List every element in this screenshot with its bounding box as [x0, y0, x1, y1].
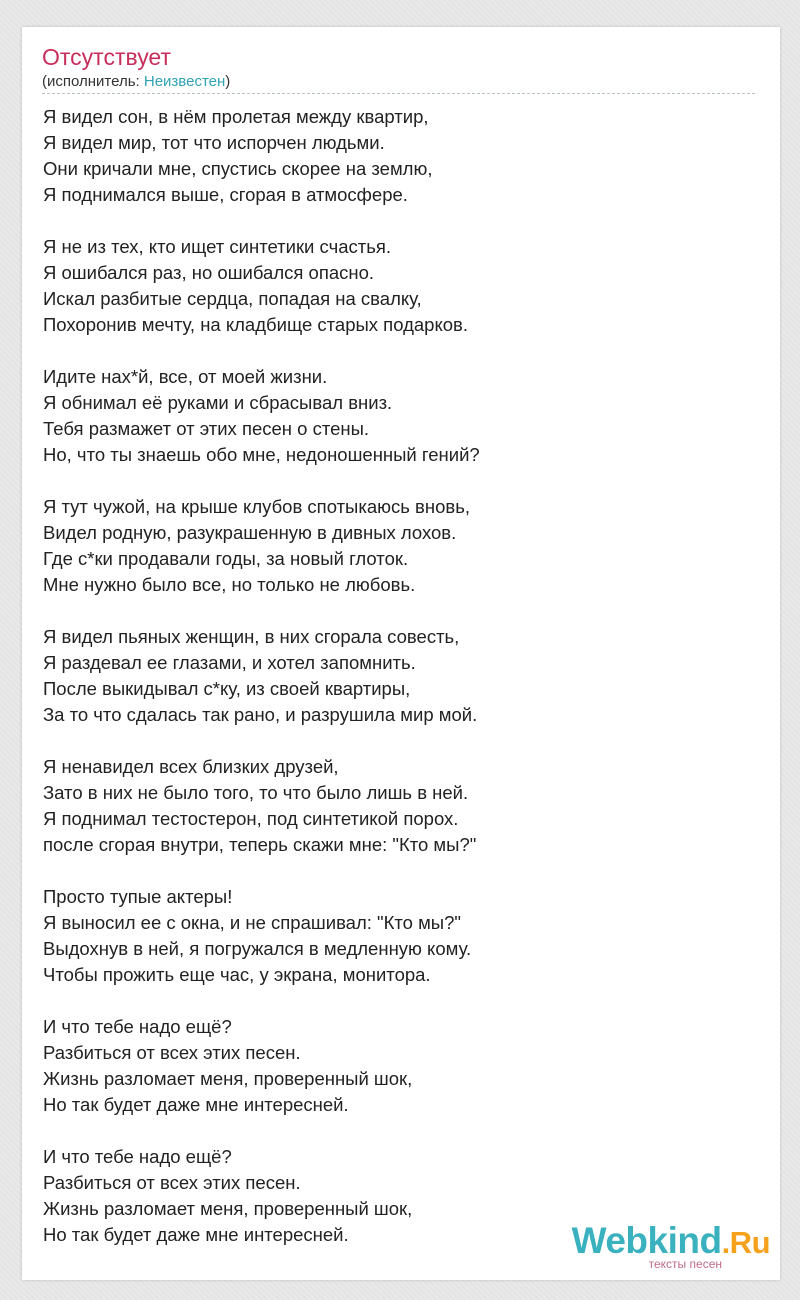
artist-link[interactable]: Неизвестен [143, 73, 226, 90]
lyric-line: Я ненавидел всех близких друзей, [43, 756, 339, 777]
lyric-line: Но так будет даже мне интересней. [43, 1224, 349, 1245]
lyric-line: Тебя размажет от этих песен о стены. [43, 418, 370, 439]
lyric-line: За то что сдалась так рано, и разрушила мир мой. [43, 704, 478, 725]
lyric-line: Я раздевал ее глазами, и хотел запомнить. [43, 652, 416, 673]
lyric-line: Искал разбитые сердца, попадая на свалку, [43, 288, 422, 309]
logo-tld: .Ru [721, 1225, 770, 1260]
stanza [43, 104, 763, 208]
lyric-line: И что тебе надо ещё? [43, 1016, 232, 1037]
stanza [43, 364, 763, 468]
stanza [43, 234, 763, 338]
artist-prefix: (исполнитель: [42, 73, 144, 90]
logo-tagline: тексты песен [648, 1257, 722, 1271]
site-logo[interactable] [571, 1220, 770, 1271]
lyric-line: Я видел пьяных женщин, в них сгорала совесть, [43, 626, 460, 647]
lyric-line: Чтобы прожить еще час, у экрана, монитора. [43, 964, 431, 985]
song-title: Отсутствует [42, 44, 171, 70]
lyric-line: Я поднимал тестостерон, под синтетикой порох. [43, 808, 459, 829]
logo-wordmark [571, 1220, 770, 1261]
lyric-line: Жизнь разломает меня, проверенный шок, [43, 1068, 413, 1089]
lyric-line: Я поднимался выше, сгорая в атмосфере. [43, 184, 408, 205]
lyric-line: Я выносил ее с окна, и не спрашивал: "Кто мы?" [43, 912, 461, 933]
lyric-line: После выкидывал с*ку, из своей квартиры, [43, 678, 411, 699]
title-divider [42, 93, 755, 94]
lyric-line: Жизнь разломает меня, проверенный шок, [43, 1198, 413, 1219]
stanza [43, 884, 763, 988]
lyric-line: Я видел сон, в нём пролетая между квартир, [43, 106, 429, 127]
lyric-line: И что тебе надо ещё? [43, 1146, 232, 1167]
stanza [43, 494, 763, 598]
lyric-line: Видел родную, разукрашенную в дивных лохов. [43, 522, 457, 543]
lyric-line: Но, что ты знаешь обо мне, недоношенный гений? [43, 444, 480, 465]
lyric-line: Я не из тех, кто ищет синтетики счастья. [43, 236, 392, 257]
stanza [43, 1014, 763, 1118]
lyric-line: Я видел мир, тот что испорчен людьми. [43, 132, 385, 153]
lyric-line: Я обнимал её руками и сбрасывал вниз. [43, 392, 393, 413]
lyric-line: Они кричали мне, спустись скорее на землю, [43, 158, 433, 179]
lyric-line: Разбиться от всех этих песен. [43, 1042, 301, 1063]
lyric-line: Идите нах*й, все, от моей жизни. [43, 366, 328, 387]
artist-suffix: ) [225, 73, 231, 90]
lyrics-body [43, 104, 763, 1274]
lyric-line: Просто тупые актеры! [43, 886, 233, 907]
stanza [43, 624, 763, 728]
lyric-line: Выдохнув в ней, я погружался в медленную кому. [43, 938, 472, 959]
logo-main-text: Webkind [571, 1220, 722, 1261]
artist-line [42, 73, 230, 91]
lyric-line: Я тут чужой, на крыше клубов спотыкаюсь вновь, [43, 496, 470, 517]
lyric-line: после сгорая внутри, теперь скажи мне: "Кто мы?" [43, 834, 477, 855]
lyric-line: Я ошибался раз, но ошибался опасно. [43, 262, 375, 283]
lyric-line: Зато в них не было того, то что было лишь в ней. [43, 782, 469, 803]
lyric-line: Похоронив мечту, на кладбище старых подарков. [43, 314, 469, 335]
lyric-line: Разбиться от всех этих песен. [43, 1172, 301, 1193]
stanza [43, 754, 763, 858]
lyric-line: Мне нужно было все, но только не любовь. [43, 574, 416, 595]
lyric-line: Где с*ки продавали годы, за новый глоток. [43, 548, 409, 569]
lyrics-card [22, 27, 780, 1280]
lyric-line: Но так будет даже мне интересней. [43, 1094, 349, 1115]
